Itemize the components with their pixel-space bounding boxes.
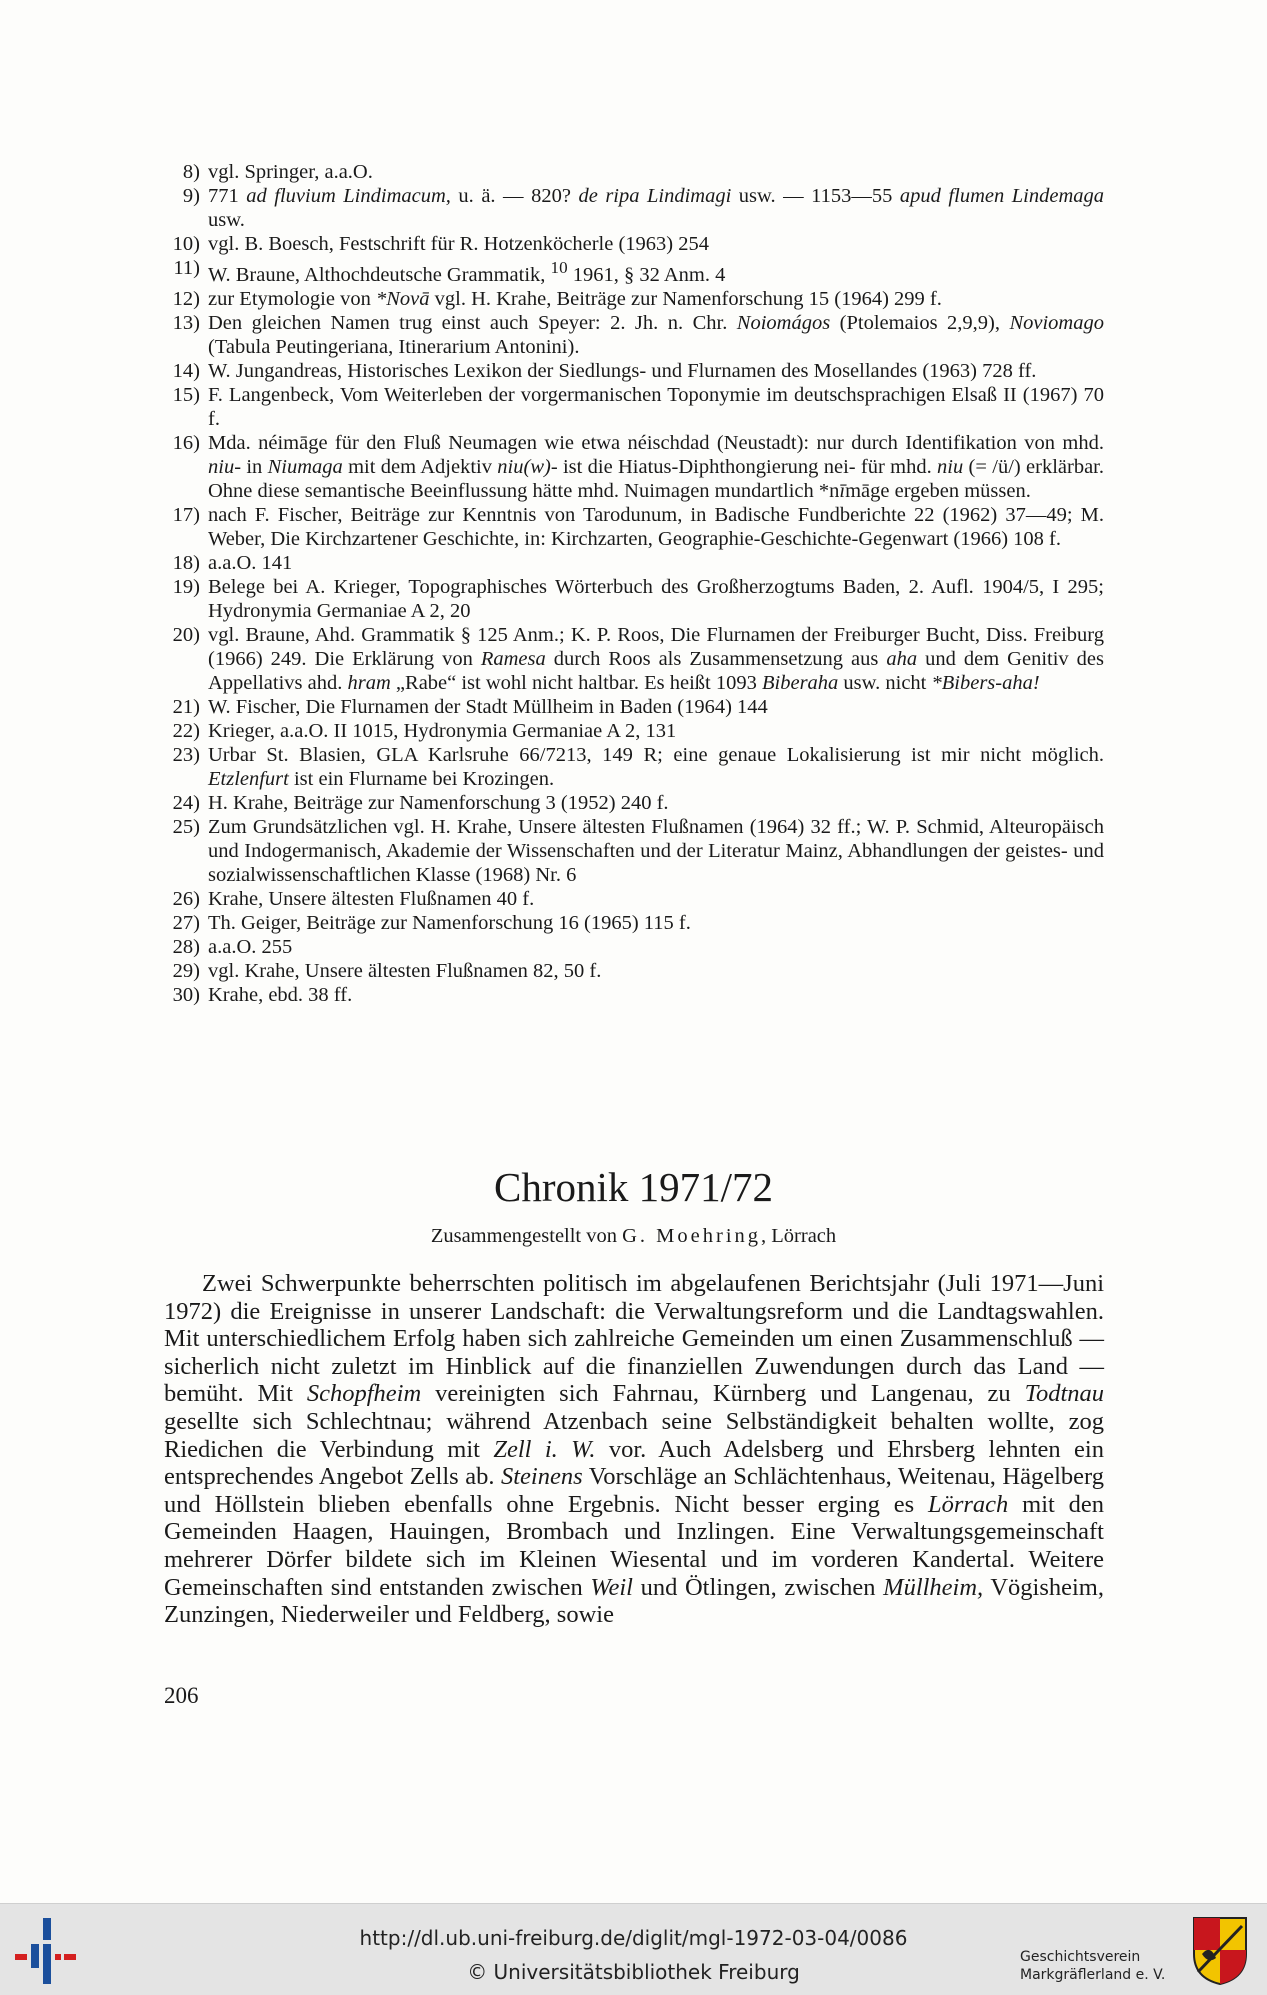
footnote [162,160,1104,184]
footnote-text: vgl. Krahe, Unsere ältesten Flußnamen 82, 50 f. [208,959,602,982]
footnote-number: 8) [182,161,200,183]
section-byline [0,1223,1267,1249]
footnote-number: 16) [172,431,200,454]
footnote-text: Krahe, Unsere ältesten Flußnamen 40 f. [208,887,535,910]
footnote-number: 13) [172,311,200,334]
footnote-text: 771 ad fluvium Lindimacum, u. ä. — 820? de ripa Lindimagi usw. — 1153—55 apud flumen Lindemaga usw. [208,185,1104,231]
footnote-number: 10) [172,233,200,255]
chronik-body-text: Zwei Schwerpunkte beherrschten politisch im abgelaufenen Berichtsjahr (Juli 1971—Juni 1972) die Ereignisse in unserer Landschaft: die Verwaltungsreform und die Landtagswahlen. Mit unterschiedlichem Erfolg haben sich zahlreiche Gemeinden um einen Zusammenschluß — sicherlich nicht zuletzt im Hinblick auf die finanziellen Zuwendungen durch das Land — bemüht. Mit Schopfheim vereinigten sich Fahrnau, Kürnberg und Langenau, zu Todtnau gesellte sich Schlechtnau; während Atzenbach seine Selbständigkeit behalten wollte, zog Riedichen die Verbindung mit Zell i. W. vor. Auch Adelsberg und Ehrsberg lehnten ein entsprechendes Angebot Zells ab. Steinens Vorschläge an Schlächtenhaus, Weitenau, Hägelberg und Höllstein blieben ebenfalls ohne Ergebnis. Nicht besser erging es Lörrach mit den Gemeinden Haagen, Hauingen, Brombach und Inzlingen. Eine Verwaltungsgemeinschaft mehrerer Dörfer bildete sich im Kleinen Wiesental und im vorderen Kandertal. Weitere Gemeinschaften sind entstanden zwischen Weil und Ötlingen, zwischen Müllheim, Vögisheim, Zunzingen, Niederweiler und Feldberg, sowie [164,1270,1105,1629]
footnote [162,695,1104,719]
footnote [162,256,1104,287]
footnote-number: 9) [182,185,200,207]
footnote-number: 30) [172,983,200,1006]
footnote [162,815,1104,887]
footnote-text: Krieger, a.a.O. II 1015, Hydronymia Germaniae A 2, 131 [208,719,677,742]
footnote-text: vgl. B. Boesch, Festschrift für R. Hotzenköcherle (1963) 254 [208,233,710,255]
footnote-text: H. Krahe, Beiträge zur Namenforschung 3 (1952) 240 f. [208,791,669,814]
footnote-number: 20) [172,623,200,646]
footnote [162,287,1104,311]
society-name-line1: Geschichtsverein [1020,1949,1141,1965]
footnote-number: 11) [173,257,200,279]
footnote-text: a.a.O. 255 [208,935,293,958]
footnote [162,431,1104,503]
page-number: 206 [164,1683,199,1708]
footnote-text: vgl. Braune, Ahd. Grammatik § 125 Anm.; K. P. Roos, Die Flurnamen der Freiburger Bucht, Diss. Freiburg (1966) 249. Die Erklärung von Ramesa durch Roos als Zusammensetzung aus aha und dem Genitiv des Appellativs ahd. hram „Rabe“ ist wohl nicht haltbar. Es heißt 1093 Biberaha usw. nicht *Bibers-aha! [208,623,1104,694]
byline-suffix: , Lörrach [761,1225,837,1247]
byline-prefix: Zusammengestellt von [430,1225,617,1247]
footnote-number: 24) [172,791,200,814]
footnote-text: Zum Grundsätzlichen vgl. H. Krahe, Unsere ältesten Flußnamen (1964) 32 ff.; W. P. Schmid, Alteuropäisch und Indogermanisch, Akademie der Wissenschaften und der Literatur Mainz, Abhandlungen der geistes- und sozialwissenschaftlichen Klasse (1968) Nr. 6 [208,815,1104,886]
footnote [162,911,1104,935]
footnote [162,383,1104,431]
footnote-text: Mda. néimāge für den Fluß Neumagen wie etwa néischdad (Neustadt): nur durch Identifikation von mhd. niu- in Niumaga mit dem Adjektiv niu(w)- ist die Hiatus-Diphthongierung nei- für mhd. niu (= /ü/) erklärbar. Ohne diese semantische Beeinflussung hätte mhd. Nuimagen mundartlich *nīmāge ergeben müssen. [208,431,1104,502]
footnote [162,959,1104,983]
footnote-text: W. Fischer, Die Flurnamen der Stadt Müllheim in Baden (1964) 144 [208,695,768,718]
footnote-text: nach F. Fischer, Beiträge zur Kenntnis von Tarodunum, in Badische Fundberichte 22 (1962) 37—49; M. Weber, Die Kirchzartener Geschichte, in: Kirchzarten, Geographie-Geschichte-Gegenwart (1966) 108 f. [208,503,1104,550]
viewer-footer [0,1903,1267,1995]
footnote-number: 14) [172,359,200,382]
footnote-number: 15) [172,383,200,406]
footnote [162,575,1104,623]
coat-of-arms-icon [1190,1914,1250,1986]
footnote [162,359,1104,383]
footnote-number: 23) [172,743,200,766]
society-name-line2: Markgräflerland e. V. [1020,1967,1166,1983]
footnote [162,623,1104,695]
footnote-number: 22) [172,719,200,742]
footnote-number: 25) [172,815,200,838]
footnote [162,311,1104,359]
footnote [162,743,1104,791]
footnote-text: vgl. Springer, a.a.O. [208,161,373,183]
society-name [1020,1948,1165,1984]
footnote-number: 18) [172,551,200,574]
footnote-text: Den gleichen Namen trug einst auch Speyer: 2. Jh. n. Chr. Noiomágos (Ptolemaios 2,9,9), Noviomago (Tabula Peutingeriana, Itinerarium Antonini). [208,311,1104,358]
footnote [162,935,1104,959]
footnote [162,791,1104,815]
footnote-number: 21) [172,695,200,718]
footnote-text: F. Langenbeck, Vom Weiterleben der vorgermanischen Toponymie im deutschsprachigen Elsaß II (1967) 70 f. [208,383,1104,430]
copyright-text: © Universitätsbibliothek Freiburg [467,1960,800,1984]
byline-author: G. Moehring [622,1225,762,1247]
footnote-number: 12) [172,287,200,310]
footnote [162,184,1104,232]
footnote-text: Belege bei A. Krieger, Topographisches Wörterbuch des Großherzogtums Baden, 2. Aufl. 1904/5, I 295; Hydronymia Germaniae A 2, 20 [208,575,1104,622]
footnote-text: Th. Geiger, Beiträge zur Namenforschung 16 (1965) 115 f. [208,911,691,934]
footnote [162,983,1104,1007]
footnote-number: 26) [172,887,200,910]
footnote-number: 17) [172,503,200,526]
footnote-text: Urbar St. Blasien, GLA Karlsruhe 66/7213, 149 R; eine genaue Lokalisierung ist mir nicht möglich. Etzlenfurt ist ein Flurname bei Krozingen. [208,743,1104,790]
footnote [162,719,1104,743]
footnote-text: a.a.O. 141 [208,551,293,574]
footnote-text: Krahe, ebd. 38 ff. [208,983,353,1006]
footnote-text: W. Jungandreas, Historisches Lexikon der Siedlungs- und Flurnamen des Mosellandes (1963) 728 ff. [208,359,1037,382]
footnote-number: 28) [172,935,200,958]
footnote [162,551,1104,575]
footnote-text: zur Etymologie von *Novā vgl. H. Krahe, Beiträge zur Namenforschung 15 (1964) 299 f. [208,287,942,310]
footnote [162,232,1104,256]
section-title: Chronik 1971/72 [493,1164,774,1210]
footnotes-list [162,160,1104,1007]
footnote-number: 19) [172,575,200,598]
footnote [162,503,1104,551]
footnote [162,887,1104,911]
footnote-number: 29) [172,959,200,982]
footnote-number: 27) [172,911,200,934]
footnote-text: W. Braune, Althochdeutsche Grammatik, $^{10}$ 1961, § 32 Anm. 4 [208,258,726,286]
document-url-link[interactable]: http://dl.ub.uni-freiburg.de/diglit/mgl-1972-03-04/0086 [359,1926,908,1950]
